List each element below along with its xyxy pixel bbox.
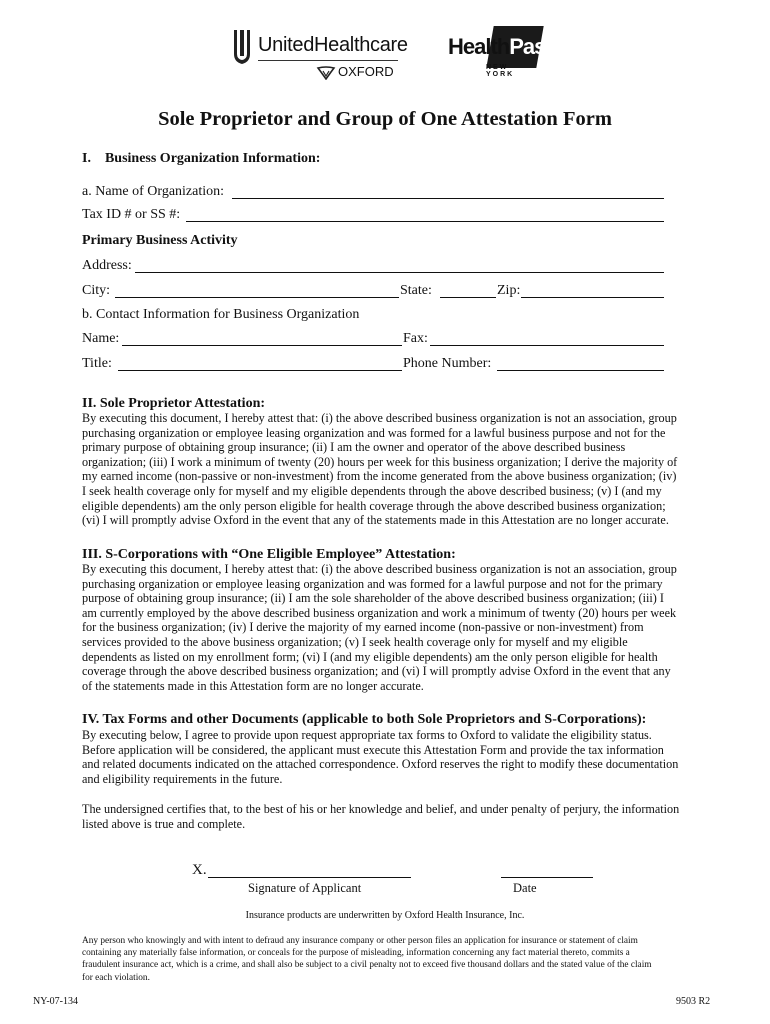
section3-heading: III. S-Corporations with “One Eligible Employee” Attestation: [82,547,456,562]
section3-line: for the business organization; (iv) I derive the majority of my earned income (non-passive or non-investment) from [82,620,644,635]
section3-line: purpose of obtaining group insurance; (ii) I am the sole shareholder of the above described business organization; (iii) I [82,591,664,606]
revision-number: 9503 R2 [676,996,711,1007]
healthpass-newyork: NEW YORK [486,64,515,78]
phone-field[interactable] [497,370,664,371]
form-title: Sole Proprietor and Group of One Attestation Form [158,108,612,130]
fraud-line: fraudulent insurance act, which is a crime, and shall also be subject to a civil penalty not to exceed five thousand dollars and the stated value of the claim [82,960,652,971]
section2-heading: II. Sole Proprietor Attestation: [82,396,266,411]
state-field[interactable] [440,297,496,298]
certify-line: listed above is true and complete. [82,816,246,831]
uhc-divider [258,60,398,61]
section2-line: By executing this document, I hereby attest that: (i) the above described business organization is not an association, group [82,411,677,425]
signature-x-mark: X. [192,862,207,878]
fax-label: Fax: [403,331,428,346]
certify-body [82,802,704,831]
date-field[interactable] [501,877,593,878]
state-label: State: [400,283,432,298]
name-field[interactable] [122,345,402,346]
form-number: NY-07-134 [33,996,78,1007]
fraud-line: Any person who knowingly and with intent to defraud any insurance company or other person files an application for insurance or statement of claim [82,936,638,946]
section3-line: dependents as listed on my enrollment form; (vi) I (and my eligible dependents) am the only person eligible for health [82,649,658,664]
oxford-bull-icon [316,66,336,80]
address-label: Address: [82,258,132,273]
uhc-name: UnitedHealthcare [258,34,408,56]
fax-field[interactable] [430,345,664,346]
certify-line: The undersigned certifies that, to the best of his or her knowledge and belief, and under penalty of perjury, the information [82,802,680,816]
oxford-name: OXFORD [338,64,394,79]
section3-line: purchasing organization or employee leasing organization and was formed for a lawful purpose and not for the primary [82,576,663,591]
org-name-field[interactable] [232,198,664,199]
section1-heading [82,151,320,167]
section3-line: coverage through the above described business organization; and (vi) I will promptly advise Oxford in the event that any [82,664,671,679]
zip-field[interactable] [521,297,664,298]
section4-line: Before application will be considered, the applicant must execute this Attestation Form and provide the tax information [82,742,664,757]
section1-title: Business Organization Information: [104,151,321,166]
section2-line: my earned income (non-passive or non-investment) from the income generated from the above business organization; (iv) [82,469,677,484]
section2-line: I seek health coverage only for myself and my eligible dependents through the above described business; (v) I (and my [82,483,662,498]
zip-label: Zip: [497,283,521,298]
section3-line: By executing this document, I hereby attest that: (i) the above described business organization is not an association, group [82,562,677,576]
section2-line: purchasing organization or employee leasing organization and was formed for a lawful business purpose and not for the [82,425,666,440]
healthpass-health: Health [448,34,510,59]
underwritten-notice: Insurance products are underwritten by Oxford Health Insurance, Inc. [245,910,525,921]
section2-body [82,411,704,528]
phone-label: Phone Number: [403,356,492,371]
date-label: Date [513,881,537,895]
title-label: Title: [82,356,112,371]
healthpass-logo [448,26,557,78]
org-name-label: a. Name of Organization: [82,184,225,199]
healthpass-pass: Pass [509,34,557,59]
city-field[interactable] [115,297,399,298]
primary-activity-label: Primary Business Activity [82,233,238,248]
section2-line: organization; (iii) I work a minimum of twenty (20) hours per week for this business organization; I derive the majority of [82,454,678,469]
healthpass-text [448,34,557,60]
signature-field[interactable] [208,877,411,878]
city-label: City: [82,283,111,298]
title-field[interactable] [118,370,402,371]
section4-line: and eligibility requirements in the future. [82,771,283,786]
section3-line: of the statements made in this Attestation form are no longer accurate. [82,678,424,693]
name-label: Name: [82,331,120,346]
section3-line: services provided to the above business organization; (v) I seek health coverage only for myself and my eligible [82,634,628,649]
section3-line: am currently employed by the above described business organization and work a minimum of twenty (20) hours per week [82,605,677,620]
section4-line: By executing below, I agree to provide upon request appropriate tax forms to Oxford to validate the eligibility status. [82,728,652,742]
fraud-warning [82,935,704,984]
unitedhealthcare-logo [232,24,408,79]
section2-line: primary purpose of obtaining group insurance; (ii) I am the owner and operator of the above described business [82,440,626,455]
contact-heading: b. Contact Information for Business Organization [82,307,360,322]
taxid-field[interactable] [186,221,664,222]
section3-body [82,562,704,693]
section2-line: eligible dependents) am the only person eligible for health coverage through the above described business organization; [82,498,666,513]
section4-line: and related documents indicated on the attached correspondence. Oxford reserves the right to modify these documentation [82,757,679,772]
uhc-shield-icon [232,28,252,66]
fraud-line: for each violation. [82,972,150,983]
signature-label: Signature of Applicant [248,881,362,895]
fraud-line: containing any materially false information, or conceals for the purpose of misleading, information concerning any fact material thereto, commits a [82,948,630,959]
section1-number: I. [82,151,91,166]
section2-line: (vi) I will promptly advise Oxford in the event that any of the statements made in this Attestation are no longer accurate. [82,513,669,528]
taxid-label: Tax ID # or SS #: [82,207,181,222]
address-field[interactable] [135,272,664,273]
section4-heading: IV. Tax Forms and other Documents (applicable to both Sole Proprietors and S-Corporations): [82,712,647,727]
section4-body [82,728,704,786]
oxford-logo [316,64,394,80]
